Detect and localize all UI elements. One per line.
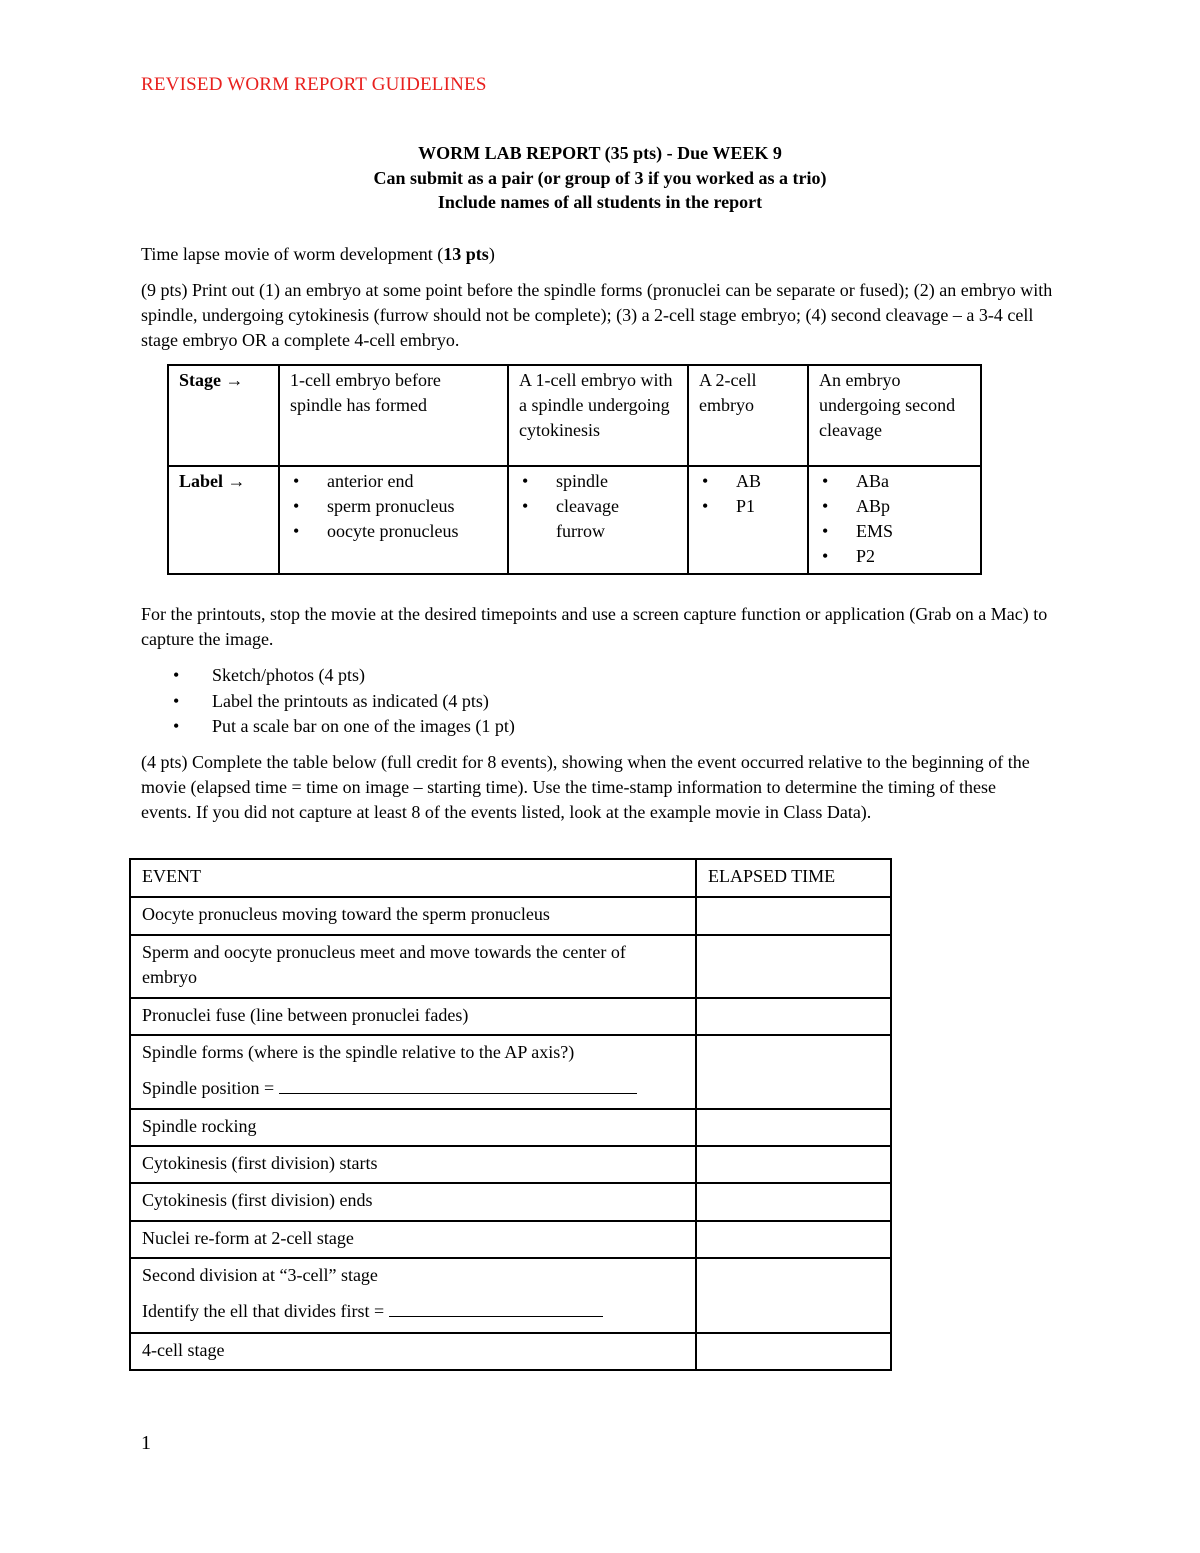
label-cell — [688, 466, 808, 574]
event-cell — [130, 1258, 696, 1333]
identify-cell-line: Identify the ell that divides first = — [142, 1299, 685, 1324]
label-list — [290, 469, 497, 544]
stage-label-table — [167, 364, 982, 575]
stage-cell: A 1-cell embryo with a spindle undergoing cytokinesis — [508, 365, 688, 466]
list-item: • ABa — [819, 469, 970, 494]
event-cell: Cytokinesis (first division) starts — [130, 1146, 696, 1183]
table-row — [130, 1221, 891, 1258]
list-item: • oocyte pronucleus — [290, 519, 497, 544]
table-header-row — [130, 859, 891, 897]
identify-cell-blank[interactable] — [389, 1300, 603, 1317]
list-item: • Label the printouts as indicated (4 pts) — [141, 689, 515, 715]
elapsed-time-cell[interactable] — [696, 1183, 891, 1221]
elapsed-time-cell[interactable] — [696, 998, 891, 1035]
event-cell: Spindle rocking — [130, 1109, 696, 1146]
elapsed-time-cell[interactable] — [696, 1035, 891, 1109]
spindle-position-blank[interactable] — [279, 1077, 637, 1094]
spindle-position-line: Spindle position = — [142, 1076, 685, 1101]
stage-cell: 1-cell embryo before spindle has formed — [279, 365, 508, 466]
event-cell: Nuclei re-form at 2-cell stage — [130, 1221, 696, 1258]
event-text: Spindle forms (where is the spindle relative to the AP axis?) — [142, 1042, 575, 1062]
list-item: • sperm pronucleus — [290, 494, 497, 519]
list-item: • EMS — [819, 519, 970, 544]
event-cell — [130, 1035, 696, 1109]
elapsed-time-cell[interactable] — [696, 897, 891, 935]
list-item: • anterior end — [290, 469, 497, 494]
elapsed-time-cell[interactable] — [696, 1333, 891, 1370]
list-item: • cleavage furrow — [519, 494, 626, 544]
table-row — [130, 1035, 891, 1109]
page-number: 1 — [141, 1432, 151, 1454]
elapsed-time-cell[interactable] — [696, 1109, 891, 1146]
elapsed-time-cell[interactable] — [696, 1146, 891, 1183]
print-instructions: (9 pts) Print out (1) an embryo at some point before the spindle forms (pronuclei can be separate or fused); (2) an embryo with spindle, undergoing cytokinesis (furrow should not be complete); (3) a 2-cell stage embryo; (4) second cleavage – a 3-4 cell stage embryo OR a complete 4-cell embryo. — [141, 280, 1053, 350]
names-note: Include names of all students in the report — [437, 192, 763, 212]
event-timing-table — [129, 858, 892, 1371]
table-row — [130, 1333, 891, 1370]
event-cell: Pronuclei fuse (line between pronuclei fades) — [130, 998, 696, 1035]
event-cell: Cytokinesis (first division) ends — [130, 1183, 696, 1221]
list-item: • P1 — [699, 494, 797, 519]
label-list — [699, 469, 797, 519]
events-instructions: (4 pts) Complete the table below (full credit for 8 events), showing when the event occurred relative to the beginning of the movie (elapsed time = time on image – starting time). Use the time-stamp information to determine the timing of these events. If you did not capture at least 8 of the events listed, look at the example movie in Class Data). — [141, 752, 1030, 822]
label-list — [519, 469, 677, 544]
list-item: • spindle — [519, 469, 677, 494]
label-cell — [279, 466, 508, 574]
event-text: Second division at “3-cell” stage — [142, 1265, 378, 1285]
table-row — [130, 897, 891, 935]
event-column-header: EVENT — [130, 859, 696, 897]
table-row — [130, 1146, 891, 1183]
label-row — [168, 466, 981, 574]
table-row — [130, 1183, 891, 1221]
section-intro: Time lapse movie of worm development (13 pts) — [141, 244, 495, 264]
table-row — [130, 935, 891, 998]
list-item: • AB — [699, 469, 797, 494]
table-row — [130, 1258, 891, 1333]
list-item: • P2 — [819, 544, 970, 569]
list-item: • Sketch/photos (4 pts) — [141, 663, 515, 689]
event-cell: Oocyte pronucleus moving toward the sperm pronucleus — [130, 897, 696, 935]
stage-row — [168, 365, 981, 466]
label-cell — [508, 466, 688, 574]
stage-cell: An embryo undergoing second cleavage — [808, 365, 981, 466]
event-cell: Sperm and oocyte pronucleus meet and move towards the center of embryo — [130, 935, 696, 998]
elapsed-time-cell[interactable] — [696, 1258, 891, 1333]
elapsed-time-cell[interactable] — [696, 1221, 891, 1258]
stage-header: Stage → — [168, 365, 279, 466]
submission-note: Can submit as a pair (or group of 3 if you worked as a trio) — [373, 168, 827, 188]
event-cell: 4-cell stage — [130, 1333, 696, 1370]
label-list — [819, 469, 970, 569]
revised-banner: REVISED WORM REPORT GUIDELINES — [141, 74, 487, 95]
printout-instructions: For the printouts, stop the movie at the desired timepoints and use a screen capture function or application (Grab on a Mac) to capture the image. — [141, 604, 1048, 649]
label-header: Label → — [168, 466, 279, 574]
table-row — [130, 1109, 891, 1146]
elapsed-time-column-header: ELAPSED TIME — [696, 859, 891, 897]
stage-cell: A 2-cell embryo — [688, 365, 808, 466]
list-item: • ABp — [819, 494, 970, 519]
elapsed-time-cell[interactable] — [696, 935, 891, 998]
list-item: • Put a scale bar on one of the images (1 pt) — [141, 714, 515, 740]
grading-list — [141, 663, 515, 740]
report-title: WORM LAB REPORT (35 pts) - Due WEEK 9 — [418, 143, 782, 163]
label-cell — [808, 466, 981, 574]
table-row — [130, 998, 891, 1035]
